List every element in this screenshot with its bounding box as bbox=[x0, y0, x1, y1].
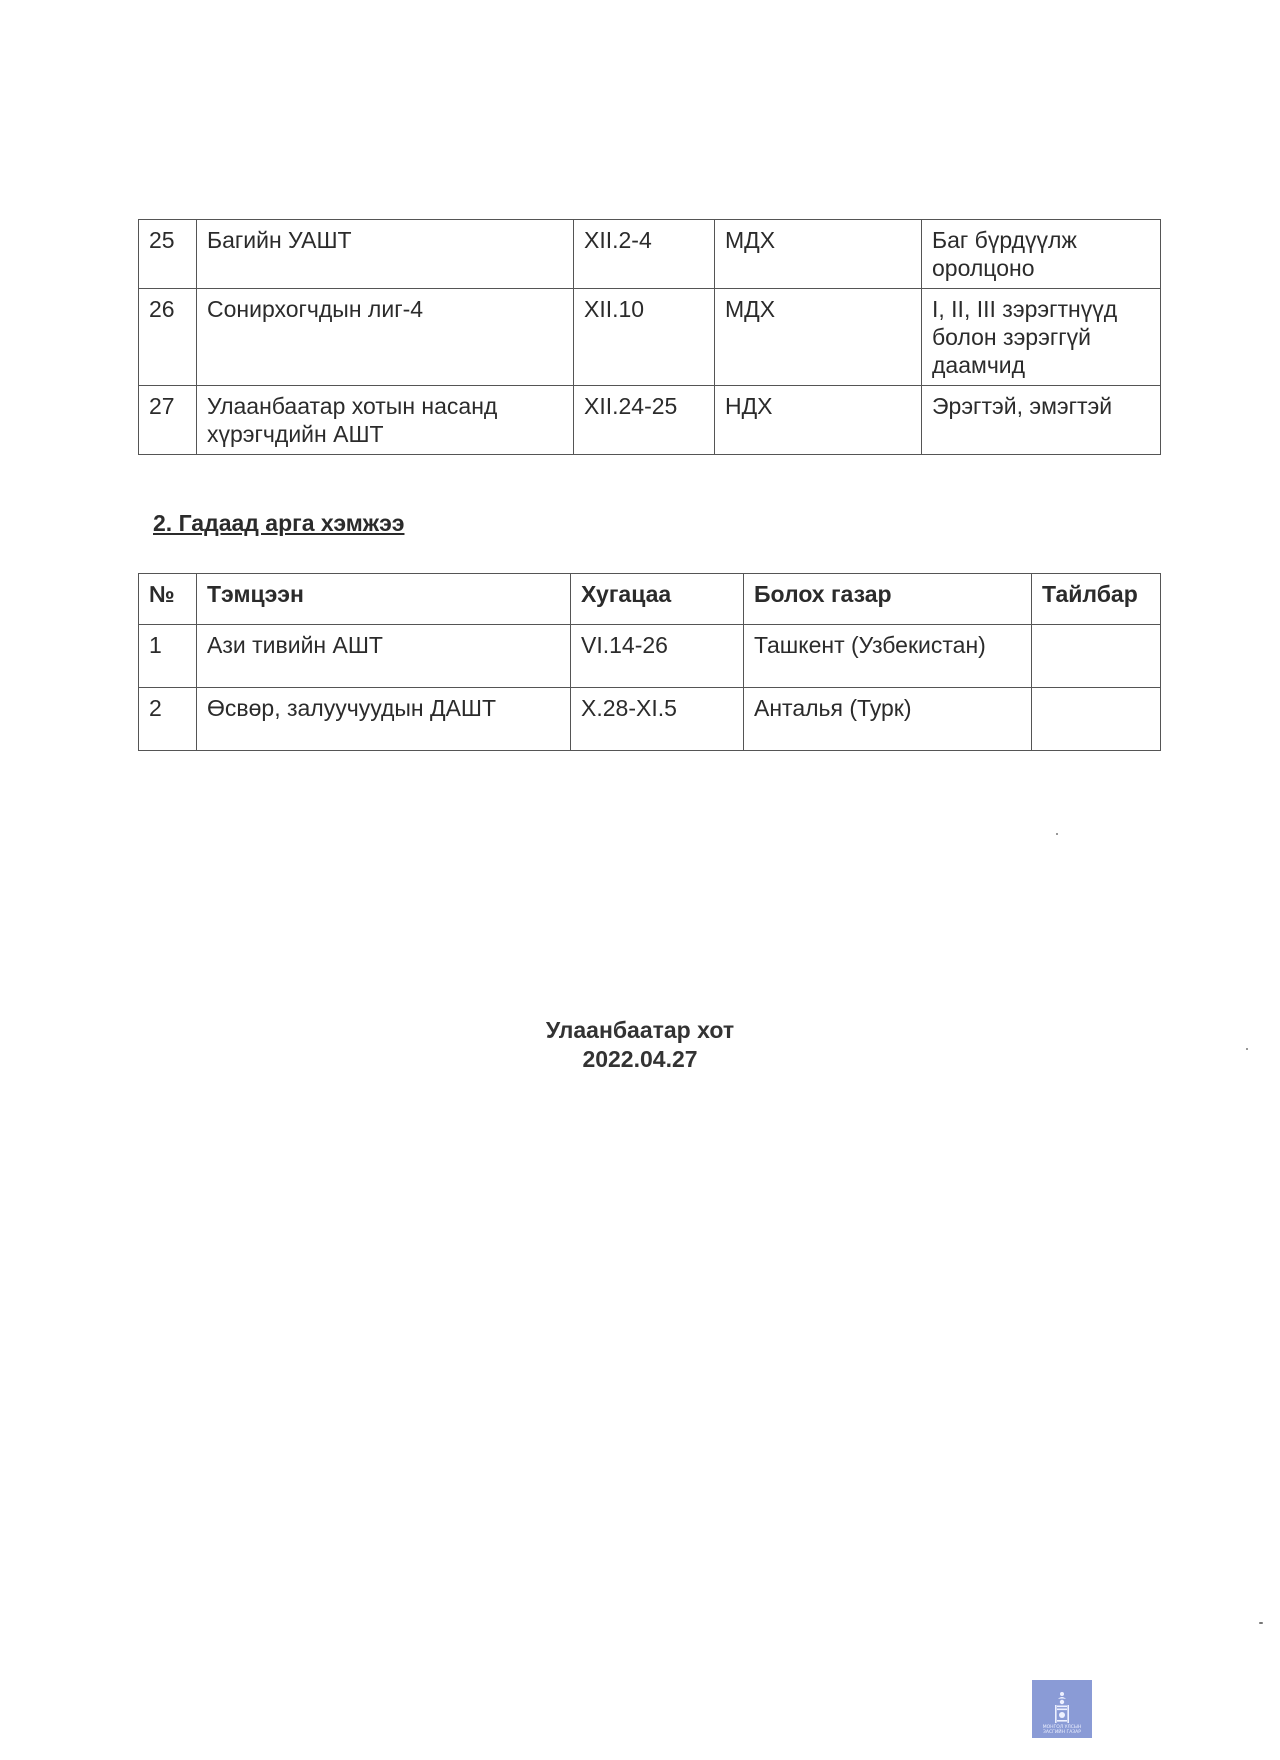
event-note bbox=[1032, 625, 1161, 688]
event-note: Баг бүрдүүлж оролцоно bbox=[922, 220, 1161, 289]
event-organizer: МДХ bbox=[715, 289, 922, 386]
header-note: Тайлбар bbox=[1032, 574, 1161, 625]
event-name: Сонирхогчдын лиг-4 bbox=[197, 289, 574, 386]
table-row bbox=[139, 386, 1161, 455]
event-name: Багийн УАШТ bbox=[197, 220, 574, 289]
event-date: X.28-XI.5 bbox=[571, 688, 744, 751]
soyombo-emblem-icon bbox=[1052, 1691, 1072, 1725]
table-row bbox=[139, 220, 1161, 289]
section-heading: 2. Гадаад арга хэмжээ bbox=[153, 510, 405, 536]
table-row bbox=[139, 625, 1161, 688]
event-note: I, II, III зэрэгтнүүд болон зэрэггүй даамчид bbox=[922, 289, 1161, 386]
row-number: 1 bbox=[139, 625, 197, 688]
event-name: Ази тивийн АШТ bbox=[197, 625, 571, 688]
header-place: Болох газар bbox=[744, 574, 1032, 625]
row-number: 27 bbox=[139, 386, 197, 455]
government-seal-stamp bbox=[1032, 1680, 1092, 1738]
event-date: VI.14-26 bbox=[571, 625, 744, 688]
table-row bbox=[139, 289, 1161, 386]
local-events-table bbox=[138, 219, 1161, 455]
header-date: Хугацаа bbox=[571, 574, 744, 625]
scan-speck bbox=[1246, 1048, 1248, 1050]
header-event: Тэмцээн bbox=[197, 574, 571, 625]
event-date: XII.10 bbox=[574, 289, 715, 386]
event-organizer: НДХ bbox=[715, 386, 922, 455]
event-note bbox=[1032, 688, 1161, 751]
event-name: Улаанбаатар хотын насанд хүрэгчдийн АШТ bbox=[197, 386, 574, 455]
event-place: Ташкент (Узбекистан) bbox=[744, 625, 1032, 688]
scan-speck bbox=[1259, 1622, 1263, 1624]
table-row bbox=[139, 688, 1161, 751]
event-name: Өсвөр, залуучуудын ДАШТ bbox=[197, 688, 571, 751]
event-place: Анталья (Турк) bbox=[744, 688, 1032, 751]
event-note: Эрэгтэй, эмэгтэй bbox=[922, 386, 1161, 455]
event-organizer: МДХ bbox=[715, 220, 922, 289]
scan-speck bbox=[1056, 833, 1058, 835]
foreign-events-table bbox=[138, 573, 1161, 751]
footer-city: Улаанбаатар хот bbox=[545, 1017, 735, 1043]
document-footer bbox=[0, 1016, 1280, 1074]
table-header-row bbox=[139, 574, 1161, 625]
header-number: № bbox=[139, 574, 197, 625]
footer-date: 2022.04.27 bbox=[582, 1046, 698, 1072]
event-date: XII.24-25 bbox=[574, 386, 715, 455]
stamp-text-line2: ЗАСГИЙН ГАЗАР bbox=[1043, 1730, 1081, 1735]
row-number: 2 bbox=[139, 688, 197, 751]
row-number: 26 bbox=[139, 289, 197, 386]
row-number: 25 bbox=[139, 220, 197, 289]
event-date: XII.2-4 bbox=[574, 220, 715, 289]
stamp-text-line1: МОНГОЛ УЛСЫН bbox=[1042, 1725, 1082, 1730]
